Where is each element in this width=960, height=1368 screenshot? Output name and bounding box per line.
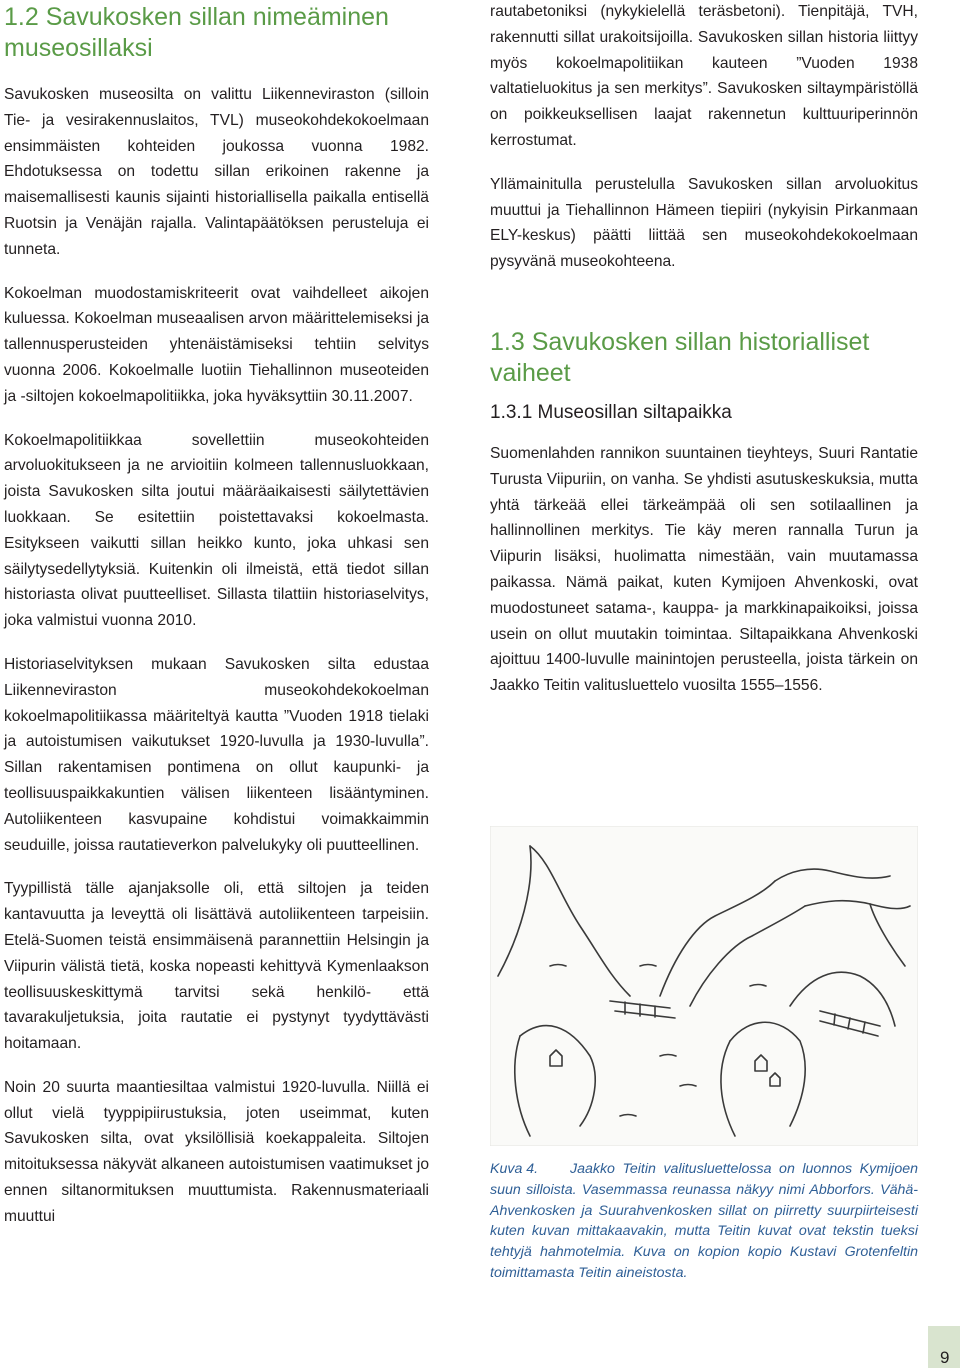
paragraph: Historiaselvityksen mukaan Savukosken silta edustaa Liikenneviraston museokohdekokoelman kokoelmapolitiikassa määriteltyä kautta ”Vuoden 1918 tielaki ja autoistumisen vaikutukset 1920-luvulla ja 1930-luvulla”. Sillan rakentamisen pontimena on ollut kaupunki- ja teollisuuspaikkakuntien välisen liikenteen lisääntyminen. Autoliikenteen kasvupaine kohdistui voimakkaimmin seuduille, joissa rautatieverkon palvelukyky oli puutteellinen.: [4, 655, 429, 854]
section-heading-1-3: 1.3 Savukosken sillan historialliset vaiheet: [490, 327, 870, 387]
paragraph: Noin 20 suurta maantiesiltaa valmistui 1920-luvulla. Niillä ei ollut vielä tyyppipiirustuksia, joten useimmat, kuten Savukosken silta, ovat yksilöllisiä koekappaleita. Siltojen mitoituksessa näkyvät alkaneen autoistumisen vaatimukset jo ennen siltanormituksen muuttumista. Rakennusmateriaali muuttui: [4, 1078, 429, 1225]
sketch-illustration: [490, 826, 918, 1146]
paragraph: Savukosken museosilta on valittu Liikenneviraston (silloin Tie- ja vesirakennuslaitos, TVL) museokohdekokoelmaan ensimmäisten kohteiden joukossa vuonna 1982. Ehdotuksessa on todettu sillan erikoinen rakenne ja maisemallisesti kaunis sijainti historiallisella paikalla entisellä Ruotsin ja Venäjän rajalla. Valintapäätöksen perusteluja ei tunneta.: [4, 86, 429, 258]
left-column: [4, 0, 429, 1230]
paragraph: Kokoelmapolitiikkaa sovellettiin museokohteiden arvoluokitukseen ja ne arvioitiin kolmeen tallennusluokkaan, joista Savukosken silta joutui määräaikaisesti säilytettävien luokkaan. Se esitettiin poistettavaksi kokoelmasta. Esitykseen vaikutti sillan heikko kunto, joka uhkasi sen säilytysedellytyksiä. Kuitenkin oli ilmeistä, että tiedot sillan historiasta olivat puutteelliset. Sillasta tilattiin historiaselvitys, joka valmistui vuonna 2010.: [4, 431, 429, 630]
section-heading-1-2: 1.2 Savukosken sillan nimeäminen museosillaksi: [4, 3, 389, 62]
paragraph: Yllämainitulla perustelulla Savukosken sillan arvoluokitus muuttui ja Tiehallinnon Hämeen tiepiiri (nykyisin Pirkanmaan ELY-keskus) päätti liittää sen museokohdekokoelmaan pysyvänä museokohteena.: [490, 175, 918, 271]
page-number: 9: [940, 1348, 950, 1367]
paragraph: Kokoelman muodostamiskriteerit ovat vaihdelleet aikojen kuluessa. Kokoelman museaalisen arvon määrittelemiseksi ja tallennusperusteiden yhtenäistämiseksi tehtiin selvitys vuonna 2006. Kokoelmalle luotiin Tiehallinnon museoteiden ja -siltojen kokoelmapolitiikka, joka hyväksyttiin 30.11.2007.: [4, 284, 429, 405]
caption-label: Kuva 4.: [490, 1161, 539, 1177]
right-column: [490, 0, 918, 699]
paragraph: Tyypillistä tälle ajanjaksolle oli, että siltojen ja teiden kantavuutta ja leveyttä oli lisättävä autoliikenteen tarpeisiin. Etelä-Suomen teistä ensimmäisenä parannettiin Helsingin ja Viipurin välistä tietä, koska nopeasti kehittyvä Kymenlaakson teollisuuskeskittymä tarvitsi sekä henkilö- että tavarakuljetuksia, joita rautatie ei pystynyt tyydyttävästi hoitamaan.: [4, 880, 429, 1053]
figure-caption: [490, 1159, 918, 1284]
paragraph: rautabetoniksi (nykykielellä teräsbetoni). Tienpitäjä, TVH, rakennutti sillat urakoitsijoilla. Savukosken sillan historia liittyy myös kokoelmapolitiikan kauteen ”Vuoden 1938 valtatieluokitus ja sen merkitys”. Savukosken siltaympäristöllä on poikkeuksellisen laajat rakennetun kulttuuriperinnön kerrostumat.: [490, 3, 918, 149]
hand-drawn-sketch-figure: [490, 826, 918, 1146]
subsection-heading-1-3-1: 1.3.1 Museosillan siltapaikka: [490, 401, 732, 423]
paragraph: Suomenlahden rannikon suuntainen tieyhteys, Suuri Rantatie Turusta Viipuriin, on vanha. Se yhdisti asutuskeskuksia, mutta yhtä tärkeää ellei tärkeämpää oli sen sotilaallinen ja hallinnollinen merkitys. Tie käy meren rannalla Turun ja Viipurin lisäksi, huolimatta nimestään, vain muutamassa paikassa. Nämä paikat, kuten Kymijoen Ahvenkoski, ovat muodostuneet satama-, kauppa- ja markkinapaikoiksi, joissa usein on ollut muutakin toimintaa. Siltapaikkana Ahvenkoski ajoittuu 1400-luvulle mainintojen perusteella, joista tärkein on Jaakko Teitin valitusluettelo vuosilta 1555–1556.: [490, 444, 918, 695]
caption-text: Jaakko Teitin valitusluettelossa on luonnos Kymijoen suun silloista. Vasemmassa reunassa näkyy nimi Abborfors. Vähä-Ahvenkosken ja Suurahvenkosken sillat on piirretty suurpiirteisesti kuten kuvan mittakaavakin, mutta Teitin kuvat ovat tekstin tueksi tehtyjä hahmotelmia. Kuva on kopion kopio Kustavi Grotenfeltin toimittamasta Teitin aineistosta.: [490, 1161, 918, 1281]
